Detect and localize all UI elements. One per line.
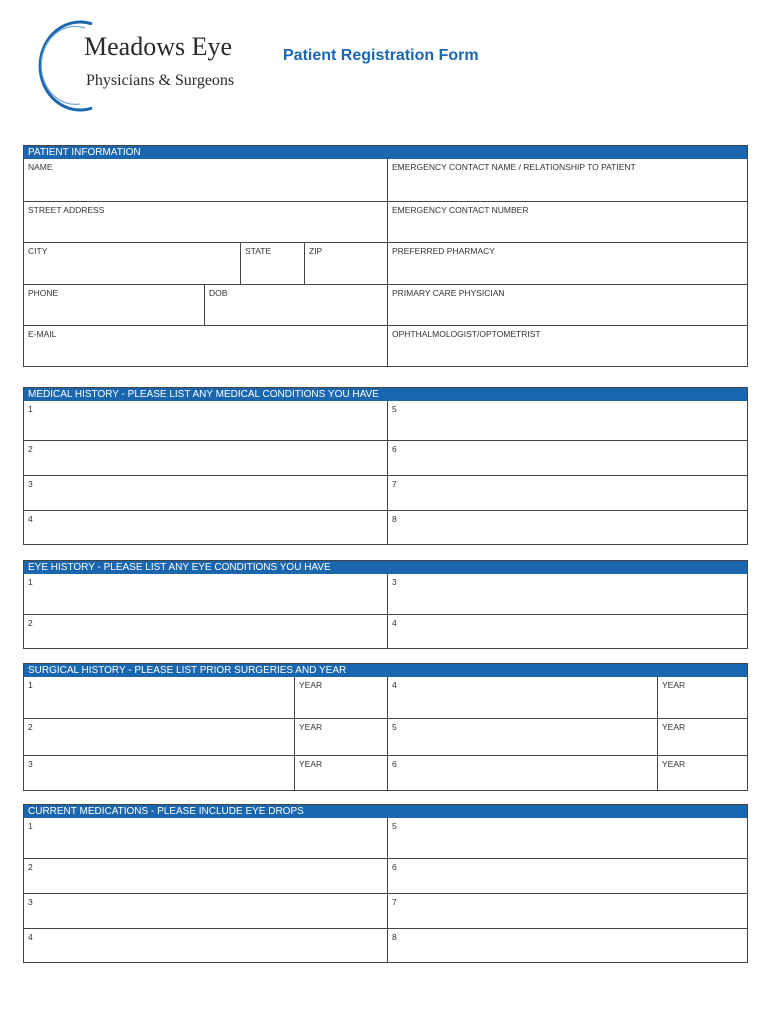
surgery-field[interactable] [24,677,294,718]
primary-care-physician-field[interactable] [387,285,747,325]
emergency-contact-name-field[interactable] [387,159,747,201]
logo-practice-name: Meadows Eye [84,32,233,61]
row-number: 8 [392,514,397,524]
ophthalmologist-label: OPHTHALMOLOGIST/OPTOMETRIST [392,329,541,339]
preferred-pharmacy-label: PREFERRED PHARMACY [392,246,495,256]
row-number: 3 [28,759,33,769]
name-field[interactable] [24,159,387,201]
patient-information-section [23,145,748,367]
surgery-field[interactable] [24,719,294,755]
row-number: 6 [392,862,397,872]
emergency-contact-number-field[interactable] [387,202,747,242]
row-number: 4 [28,932,33,942]
city-label: CITY [28,246,48,256]
row-number: 5 [392,722,397,732]
row-number: 8 [392,932,397,942]
year-label: YEAR [299,759,323,769]
row-number: 1 [28,821,33,831]
surgery-field[interactable] [387,719,657,755]
ophthalmologist-field[interactable] [387,326,747,366]
phone-label: PHONE [28,288,59,298]
form-title: Patient Registration Form [283,47,479,64]
row-number: 2 [28,618,33,628]
row-number: 5 [392,821,397,831]
medical-condition-field[interactable] [387,401,747,440]
medical-condition-field[interactable] [387,441,747,475]
medical-history-heading: MEDICAL HISTORY - PLEASE LIST ANY MEDICAL CONDITIONS YOU HAVE [24,388,747,401]
preferred-pharmacy-field[interactable] [387,243,747,284]
name-label: NAME [28,162,53,172]
street-address-label: STREET ADDRESS [28,205,105,215]
year-label: YEAR [299,680,323,690]
medical-condition-field[interactable] [24,441,387,475]
phone-field[interactable] [24,285,204,325]
dob-field[interactable] [204,285,387,325]
street-address-field[interactable] [24,202,387,242]
medication-field[interactable] [387,929,747,962]
zip-label: ZIP [309,246,323,256]
emergency-contact-name-label: EMERGENCY CONTACT NAME / RELATIONSHIP TO PATIENT [392,162,636,172]
patient-information-heading: PATIENT INFORMATION [24,146,747,159]
state-label: STATE [245,246,272,256]
row-number: 2 [28,722,33,732]
year-label: YEAR [662,722,686,732]
surgery-field[interactable] [387,677,657,718]
city-field[interactable] [24,243,240,284]
medical-condition-field[interactable] [24,511,387,544]
practice-logo [30,18,270,113]
row-number: 1 [28,577,33,587]
eye-condition-field[interactable] [24,615,387,648]
row-number: 3 [28,479,33,489]
row-number: 7 [392,897,397,907]
medical-condition-field[interactable] [24,476,387,510]
eye-history-section [23,560,748,649]
medication-field[interactable] [24,894,387,928]
surgical-history-heading: SURGICAL HISTORY - PLEASE LIST PRIOR SURGERIES AND YEAR [24,664,747,677]
row-number: 1 [28,404,33,414]
surgery-field[interactable] [24,756,294,790]
medication-field[interactable] [387,859,747,893]
surgical-history-section [23,663,748,791]
eye-condition-field[interactable] [24,574,387,614]
eye-history-heading: EYE HISTORY - PLEASE LIST ANY EYE CONDITIONS YOU HAVE [24,561,747,574]
medical-condition-field[interactable] [387,476,747,510]
surgery-year-field[interactable] [657,756,747,790]
medical-history-section [23,387,748,545]
row-number: 1 [28,680,33,690]
row-number: 6 [392,759,397,769]
current-medications-section [23,804,748,963]
medication-field[interactable] [24,818,387,858]
email-label: E-MAIL [28,329,57,339]
year-label: YEAR [662,759,686,769]
row-number: 5 [392,404,397,414]
emergency-contact-number-label: EMERGENCY CONTACT NUMBER [392,205,529,215]
row-number: 7 [392,479,397,489]
surgery-year-field[interactable] [657,677,747,718]
primary-care-physician-label: PRIMARY CARE PHYSICIAN [392,288,505,298]
surgery-year-field[interactable] [294,719,387,755]
surgery-year-field[interactable] [294,756,387,790]
medical-condition-field[interactable] [387,511,747,544]
row-number: 3 [392,577,397,587]
row-number: 4 [392,618,397,628]
year-label: YEAR [299,722,323,732]
row-number: 2 [28,444,33,454]
row-number: 4 [28,514,33,524]
year-label: YEAR [662,680,686,690]
medication-field[interactable] [24,859,387,893]
surgery-year-field[interactable] [294,677,387,718]
eye-condition-field[interactable] [387,574,747,614]
current-medications-heading: CURRENT MEDICATIONS - PLEASE INCLUDE EYE DROPS [24,805,747,818]
medical-condition-field[interactable] [24,401,387,440]
row-number: 2 [28,862,33,872]
dob-label: DOB [209,288,228,298]
eye-condition-field[interactable] [387,615,747,648]
medication-field[interactable] [24,929,387,962]
row-number: 3 [28,897,33,907]
row-number: 6 [392,444,397,454]
medication-field[interactable] [387,818,747,858]
medication-field[interactable] [387,894,747,928]
email-field[interactable] [24,326,387,366]
row-number: 4 [392,680,397,690]
logo-practice-subtitle: Physicians & Surgeons [86,72,235,89]
surgery-year-field[interactable] [657,719,747,755]
surgery-field[interactable] [387,756,657,790]
zip-field[interactable] [304,243,387,284]
state-field[interactable] [240,243,304,284]
